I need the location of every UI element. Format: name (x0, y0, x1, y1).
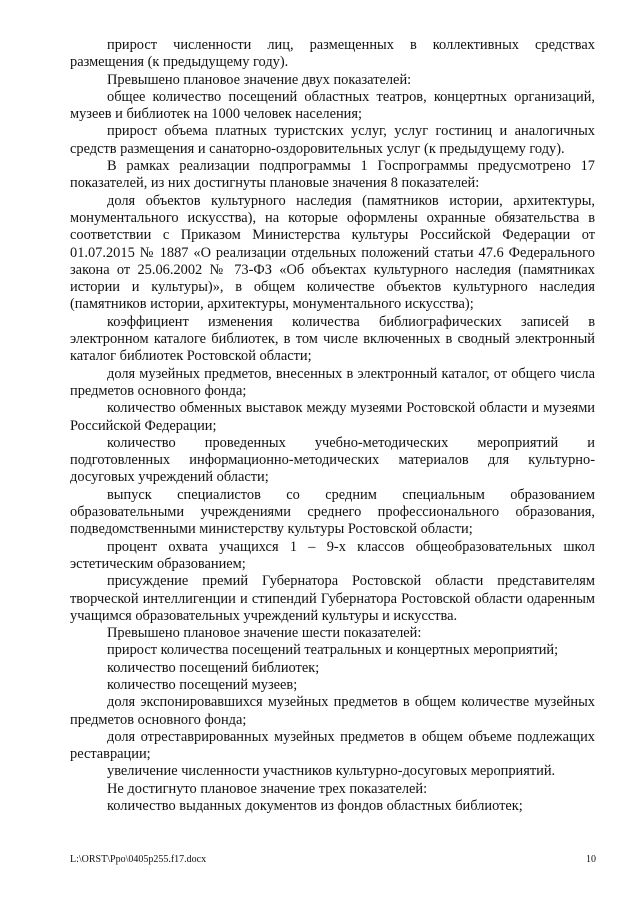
paragraph: В рамках реализации подпрограммы 1 Госпрограммы предусмотрено 17 показателей, из них достигнуты плановые значения 8 показателей: (70, 158, 595, 192)
paragraph: доля экспонировавшихся музейных предметов в общем количестве музейных предметов основного фонда; (70, 694, 595, 728)
paragraph: доля объектов культурного наследия (памятников истории, архитектуры, монументального искусства), на которые оформлены охранные обязательства в соответствии с Приказом Министерства культуры Российской Федерации от 01.07.2015 № 1887 «О реализации отдельных положений статьи 47.6 Федерального закона от 25.06.2002 № 73-ФЗ «Об объектах культурного наследия (памятниках истории и культуры)», в общем количестве объектов культурного наследия (памятников истории, архитектуры, монументального искусства); (70, 192, 595, 313)
paragraph: количество обменных выставок между музеями Ростовской области и музеями Российской Федерации; (70, 400, 595, 434)
paragraph: количество проведенных учебно-методических мероприятий и подготовленных информационно-методических материалов для культурно-досуговых учреждений области; (70, 434, 595, 486)
paragraph: выпуск специалистов со средним специальным образованием образовательными учреждениями среднего профессионального образования, подведомственными министерству культуры Ростовской области; (70, 486, 595, 538)
paragraph: процент охвата учащихся 1 – 9-х классов общеобразовательных школ эстетическим образованием; (70, 538, 595, 572)
paragraph: прирост объема платных туристских услуг, услуг гостиниц и аналогичных средств размещения и санаторно-оздоровительных услуг (к предыдущему году). (70, 123, 595, 157)
paragraph: увеличение численности участников культурно-досуговых мероприятий. (107, 763, 556, 780)
page-number: 10 (586, 854, 596, 865)
paragraph: количество выданных документов из фондов областных библиотек; (107, 798, 523, 815)
paragraph: количество посещений библиотек; (107, 659, 320, 676)
paragraph: Превышено плановое значение шести показателей: (107, 625, 422, 642)
document-body (70, 37, 595, 815)
paragraph: коэффициент изменения количества библиографических записей в электронном каталоге библиотек, в том числе включенных в сводный электронный каталог библиотек Ростовской области; (70, 313, 595, 365)
paragraph: присуждение премий Губернатора Ростовской области представителям творческой интеллигенции и стипендий Губернатора Ростовской области одаренным учащимся образовательных учреждений культуры и искусства. (70, 573, 595, 624)
footer-file-path: L:\ORST\Ppo\0405p255.f17.docx (70, 854, 207, 865)
paragraph: прирост численности лиц, размещенных в коллективных средствах размещения (к предыдущему году). (70, 37, 595, 71)
paragraph: доля отреставрированных музейных предметов в общем объеме подлежащих реставрации; (70, 728, 595, 763)
paragraph: прирост количества посещений театральных и концертных мероприятий; (107, 642, 559, 659)
paragraph: количество посещений музеев; (107, 676, 298, 693)
paragraph: доля музейных предметов, внесенных в электронный каталог, от общего числа предметов основного фонда; (70, 365, 595, 399)
paragraph: Не достигнуто плановое значение трех показателей: (107, 780, 428, 797)
paragraph: общее количество посещений областных театров, концертных организаций, музеев и библиотек на 1000 человек населения; (70, 88, 595, 123)
paragraph: Превышено плановое значение двух показателей: (107, 71, 412, 88)
